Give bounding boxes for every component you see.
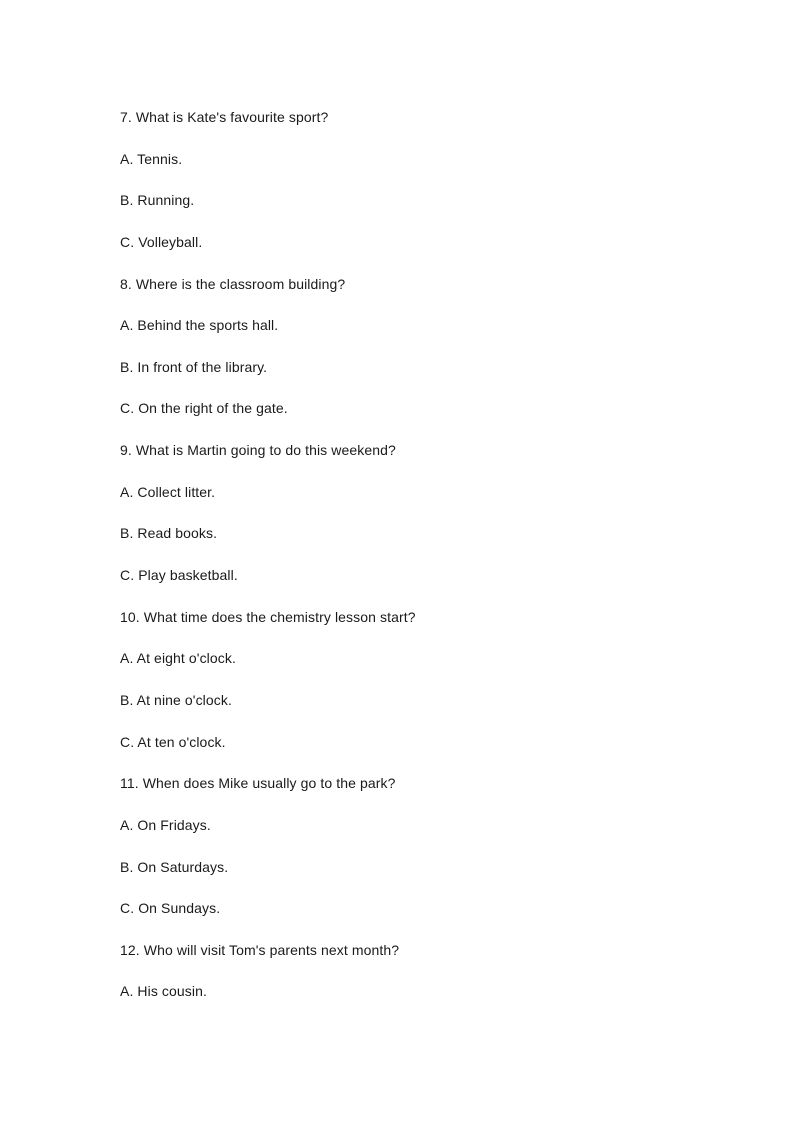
question-10-option-b: B. At nine o'clock. [120, 691, 232, 708]
question-9-option-b: B. Read books. [120, 525, 218, 542]
question-11-text: 11. When does Mike usually go to the park? [120, 775, 396, 792]
question-9-text: 9. What is Martin going to do this weekend? [120, 442, 396, 459]
question-7-text: 7. What is Kate's favourite sport? [120, 109, 329, 125]
question-12-option-a: A. His cousin. [120, 983, 207, 1000]
question-8-option-b: B. In front of the library. [120, 358, 268, 375]
question-7-option-b: B. Running. [120, 192, 195, 209]
question-7-option-c: C. Volleyball. [120, 233, 203, 250]
question-11-option-a: A. On Fridays. [120, 816, 211, 833]
question-list [120, 107, 720, 1023]
question-12-text: 12. Who will visit Tom's parents next month? [120, 941, 400, 958]
question-8-text: 8. Where is the classroom building? [120, 275, 346, 292]
question-10-option-a: A. At eight o'clock. [120, 650, 236, 667]
question-11-option-c: C. On Sundays. [120, 900, 221, 917]
question-9-option-a: A. Collect litter. [120, 483, 216, 500]
question-8-option-a: A. Behind the sports hall. [120, 317, 279, 334]
question-9-option-c: C. Play basketball. [120, 567, 238, 584]
question-8-option-c: C. On the right of the gate. [120, 400, 288, 417]
question-10-option-c: C. At ten o'clock. [120, 733, 226, 750]
question-7-option-a: A. Tennis. [120, 150, 183, 167]
question-11-option-b: B. On Saturdays. [120, 858, 229, 875]
question-10-text: 10. What time does the chemistry lesson start? [120, 608, 416, 625]
